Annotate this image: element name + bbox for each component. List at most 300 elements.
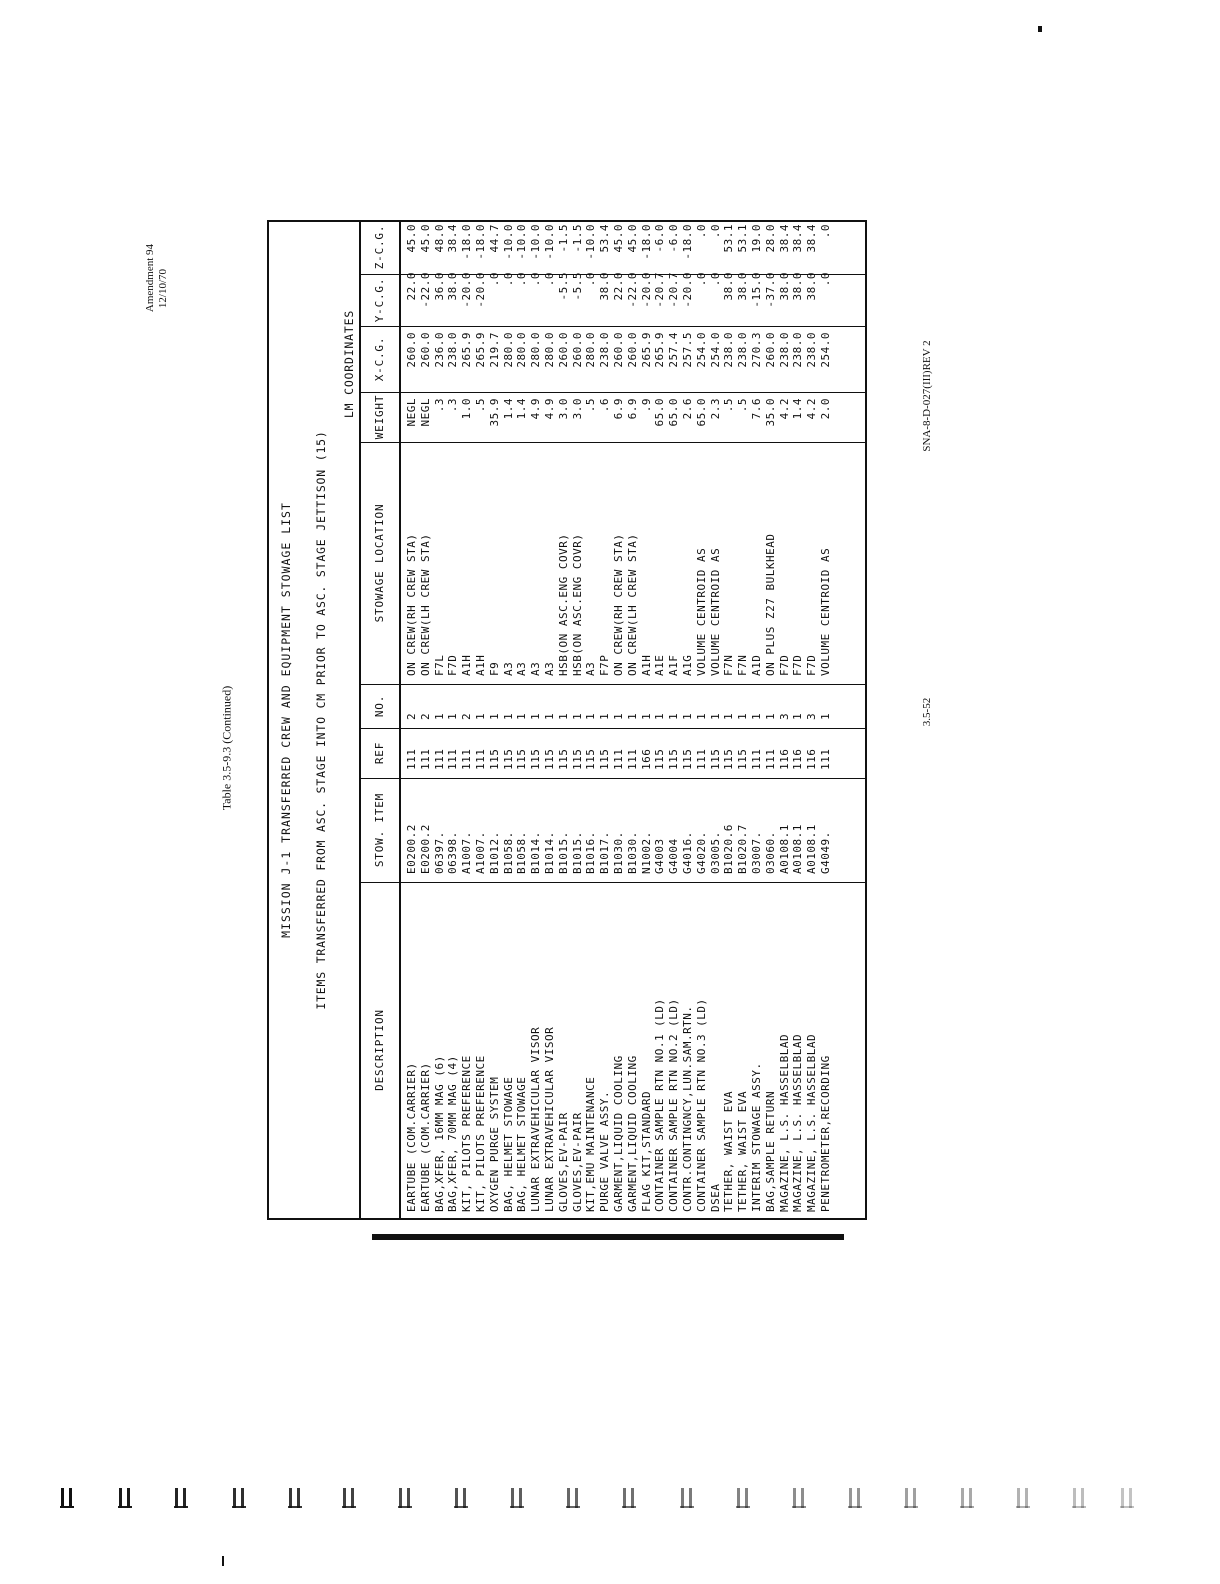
row-quantity: 1: [542, 712, 556, 720]
row-z-cg: -18.0: [460, 224, 474, 260]
table-row: [819, 222, 833, 1218]
row-ref: 115: [653, 748, 667, 770]
row-y-cg: -37.0: [763, 272, 777, 308]
row-stow-item: B1012.: [487, 831, 501, 874]
row-location: F7D: [446, 654, 460, 676]
row-description: PENETROMETER,RECORDING: [818, 1055, 832, 1212]
row-description: BAG,XFER, 70MM MAG (4): [446, 1055, 460, 1212]
row-stow-item: B1020.7: [736, 824, 750, 874]
table-row: [750, 222, 764, 1218]
row-weight: 4.2: [805, 398, 819, 420]
row-y-cg: 38.0: [777, 272, 791, 301]
row-stow-item: A0108.1: [791, 824, 805, 874]
table-row: [709, 222, 723, 1218]
table-row: [626, 222, 640, 1218]
row-y-cg: .0: [694, 272, 708, 287]
row-z-cg: -6.0: [653, 224, 667, 253]
row-description: MAGAZINE, L.S. HASSELBLAD: [791, 1033, 805, 1212]
amendment-label: Amendment 94: [144, 243, 156, 313]
row-description: LUNAR EXTRAVEHICULAR VISOR: [529, 1026, 543, 1212]
row-ref: 115: [722, 748, 736, 770]
row-z-cg: 48.0: [432, 224, 446, 253]
table-row: [695, 222, 709, 1218]
row-location: A1F: [667, 654, 681, 676]
row-stow-item: B1030.: [625, 831, 639, 874]
row-stow-item: G4016.: [680, 831, 694, 874]
registration-mark: [566, 1488, 580, 1508]
registration-mark: [960, 1488, 974, 1508]
table-row: [571, 222, 585, 1218]
row-location: A1G: [680, 654, 694, 676]
row-quantity: 1: [639, 712, 653, 720]
row-x-cg: 280.0: [529, 332, 543, 368]
row-ref: 115: [598, 748, 612, 770]
row-quantity: 1: [722, 712, 736, 720]
row-location: VOLUME CENTROID AS: [708, 547, 722, 676]
row-location: A1D: [749, 654, 763, 676]
row-ref: 115: [570, 748, 584, 770]
row-x-cg: 238.0: [791, 332, 805, 368]
row-y-cg: 38.0: [805, 272, 819, 301]
row-description: MAGAZINE, L.S. HASSELBLAD: [777, 1033, 791, 1212]
row-description: KIT, PILOTS PREFERENCE: [473, 1055, 487, 1212]
row-y-cg: .0: [584, 272, 598, 287]
row-y-cg: .0: [708, 272, 722, 287]
row-location: VOLUME CENTROID AS: [694, 547, 708, 676]
row-ref: 111: [625, 748, 639, 770]
row-quantity: 1: [667, 712, 681, 720]
row-quantity: 1: [625, 712, 639, 720]
row-z-cg: 45.0: [611, 224, 625, 253]
row-z-cg: -1.5: [556, 224, 570, 253]
row-location: F9: [487, 661, 501, 676]
row-location: F7L: [432, 654, 446, 676]
row-ref: 115: [529, 748, 543, 770]
row-ref: 166: [639, 748, 653, 770]
table-row: [722, 222, 736, 1218]
row-quantity: 2: [460, 712, 474, 720]
row-description: BAG,SAMPLE RETURN: [763, 1090, 777, 1212]
row-x-cg: 260.0: [763, 332, 777, 368]
row-y-cg: .0: [487, 272, 501, 287]
row-stow-item: A1007.: [473, 831, 487, 874]
table-row: [433, 222, 447, 1218]
registration-mark: [398, 1488, 412, 1508]
row-ref: 115: [736, 748, 750, 770]
row-location: ON CREW(RH CREW STA): [611, 533, 625, 676]
row-y-cg: 38.0: [446, 272, 460, 301]
row-ref: 116: [805, 748, 819, 770]
row-stow-item: 06397.: [432, 831, 446, 874]
row-description: FLAG KIT,STANDARD: [639, 1090, 653, 1212]
row-z-cg: 44.7: [487, 224, 501, 253]
registration-mark: [1016, 1488, 1030, 1508]
row-x-cg: 238.0: [722, 332, 736, 368]
row-description: CONTAINER SAMPLE RTN NO.1 (LD): [653, 998, 667, 1212]
row-weight: 6.9: [625, 398, 639, 420]
row-description: TETHER, WAIST EVA: [736, 1090, 750, 1212]
col-header-z-cg: Z-C.G.: [373, 224, 386, 270]
row-z-cg: 45.0: [405, 224, 418, 253]
row-z-cg: 19.0: [749, 224, 763, 253]
row-stow-item: G4003: [653, 838, 667, 874]
row-description: CONTAINER SAMPLE RTN NO.2 (LD): [667, 998, 681, 1212]
registration-mark: [510, 1488, 524, 1508]
row-y-cg: 38.0: [722, 272, 736, 301]
row-z-cg: 38.4: [791, 224, 805, 253]
row-description: CONTR.CONTINGNCY,LUN.SAM.RTN.: [680, 1005, 694, 1212]
row-z-cg: 38.4: [446, 224, 460, 253]
row-ref: 111: [446, 748, 460, 770]
row-stow-item: B1015.: [556, 831, 570, 874]
row-stow-item: G4049.: [818, 831, 832, 874]
row-ref: 115: [667, 748, 681, 770]
row-y-cg: 22.0: [611, 272, 625, 301]
row-stow-item: A1007.: [460, 831, 474, 874]
row-weight: 35.0: [763, 398, 777, 427]
table-row: [502, 222, 516, 1218]
row-x-cg: 254.0: [818, 332, 832, 368]
row-weight: 4.9: [542, 398, 556, 420]
row-quantity: 2: [418, 712, 432, 720]
row-ref: 111: [694, 748, 708, 770]
row-weight: .3: [432, 398, 446, 413]
row-x-cg: 280.0: [515, 332, 529, 368]
row-weight: .5: [736, 398, 750, 413]
row-ref: 115: [487, 748, 501, 770]
row-quantity: 1: [598, 712, 612, 720]
row-ref: 115: [556, 748, 570, 770]
row-weight: NEGL: [405, 398, 418, 427]
row-z-cg: -18.0: [680, 224, 694, 260]
row-weight: 3.0: [556, 398, 570, 420]
row-description: BAG,XFER, 16MM MAG (6): [432, 1055, 446, 1212]
row-z-cg: -10.0: [584, 224, 598, 260]
row-description: GLOVES,EV-PAIR: [556, 1112, 570, 1212]
row-weight: 2.3: [708, 398, 722, 420]
row-stow-item: 03005.: [708, 831, 722, 874]
row-location: F7N: [736, 654, 750, 676]
row-ref: 115: [515, 748, 529, 770]
stowage-table: [267, 220, 867, 1220]
row-location: F7D: [777, 654, 791, 676]
row-stow-item: B1014.: [542, 831, 556, 874]
row-description: GARMENT,LIQUID COOLING: [625, 1055, 639, 1212]
row-ref: 115: [501, 748, 515, 770]
row-description: BAG, HELMET STOWAGE: [515, 1076, 529, 1212]
row-location: ON PLUS Z27 BULKHEAD: [763, 533, 777, 676]
row-quantity: 1: [515, 712, 529, 720]
row-weight: .5: [584, 398, 598, 413]
row-ref: 111: [473, 748, 487, 770]
row-x-cg: 260.0: [405, 332, 418, 368]
row-ref: 111: [432, 748, 446, 770]
row-z-cg: -1.5: [570, 224, 584, 253]
row-x-cg: 238.0: [777, 332, 791, 368]
row-x-cg: 265.9: [639, 332, 653, 368]
row-ref: 111: [763, 748, 777, 770]
row-ref: 115: [542, 748, 556, 770]
header-row: [361, 222, 401, 1218]
row-description: GARMENT,LIQUID COOLING: [611, 1055, 625, 1212]
row-description: OXYGEN PURGE SYSTEM: [487, 1076, 501, 1212]
row-y-cg: -22.0: [625, 272, 639, 308]
row-weight: .5: [722, 398, 736, 413]
row-stow-item: E0200.2: [418, 824, 432, 874]
row-description: BAG, HELMET STOWAGE: [501, 1076, 515, 1212]
table-caption: Table 3.5-9.3 (Continued): [219, 685, 234, 811]
row-weight: 65.0: [667, 398, 681, 427]
row-description: MAGAZINE, L.S. HASSELBLAD: [805, 1033, 819, 1212]
row-description: INTERIM STOWAGE ASSY.: [749, 1062, 763, 1212]
row-quantity: 1: [653, 712, 667, 720]
registration-mark: [118, 1488, 132, 1508]
row-weight: .6: [598, 398, 612, 413]
lm-coordinates-label: LM COORDINATES: [342, 309, 356, 419]
table-row: [736, 222, 750, 1218]
row-stow-item: B1058.: [501, 831, 515, 874]
table-row: [584, 222, 598, 1218]
row-z-cg: -18.0: [473, 224, 487, 260]
row-quantity: 3: [805, 712, 819, 720]
row-stow-item: B1014.: [529, 831, 543, 874]
row-quantity: 1: [501, 712, 515, 720]
row-description: GLOVES,EV-PAIR: [570, 1112, 584, 1212]
row-location: VOLUME CENTROID AS: [818, 547, 832, 676]
row-z-cg: 53.1: [736, 224, 750, 253]
row-description: LUNAR EXTRAVEHICULAR VISOR: [542, 1026, 556, 1212]
row-y-cg: 22.0: [405, 272, 418, 301]
row-weight: 35.9: [487, 398, 501, 427]
row-y-cg: -22.0: [418, 272, 432, 308]
row-quantity: 1: [556, 712, 570, 720]
row-description: KIT,EMU MAINTENANCE: [584, 1076, 598, 1212]
row-ref: 115: [584, 748, 598, 770]
row-stow-item: E0200.2: [405, 824, 418, 874]
row-weight: 65.0: [694, 398, 708, 427]
row-y-cg: -20.0: [680, 272, 694, 308]
row-x-cg: 270.3: [749, 332, 763, 368]
row-description: TETHER, WAIST EVA: [722, 1090, 736, 1212]
table-row: [557, 222, 571, 1218]
table-row: [488, 222, 502, 1218]
row-y-cg: -5.5: [556, 272, 570, 301]
row-ref: 115: [680, 748, 694, 770]
row-z-cg: .0: [818, 224, 832, 239]
table-row: [805, 222, 819, 1218]
row-weight: 4.2: [777, 398, 791, 420]
row-quantity: 3: [777, 712, 791, 720]
row-weight: 6.9: [611, 398, 625, 420]
row-location: A3: [529, 661, 543, 676]
col-header-ref: REF: [373, 741, 386, 765]
row-y-cg: .0: [529, 272, 543, 287]
row-location: F7P: [598, 654, 612, 676]
row-x-cg: 257.5: [680, 332, 694, 368]
row-ref: 111: [611, 748, 625, 770]
row-x-cg: 260.0: [611, 332, 625, 368]
registration-mark: [60, 1488, 74, 1508]
row-quantity: 1: [473, 712, 487, 720]
row-y-cg: -20.7: [667, 272, 681, 308]
row-quantity: 1: [487, 712, 501, 720]
row-z-cg: -10.0: [515, 224, 529, 260]
row-z-cg: 38.4: [805, 224, 819, 253]
table-row: [653, 222, 667, 1218]
row-quantity: 1: [694, 712, 708, 720]
row-ref: 111: [749, 748, 763, 770]
registration-mark: [342, 1488, 356, 1508]
row-location: A3: [515, 661, 529, 676]
table-body: [405, 222, 833, 1218]
row-weight: .9: [639, 398, 653, 413]
row-x-cg: 238.0: [446, 332, 460, 368]
table-subtitle: ITEMS TRANSFERRED FROM ASC. STAGE INTO CM PRIOR TO ASC. STAGE JETTISON (15): [314, 430, 328, 1010]
row-stow-item: G4004: [667, 838, 681, 874]
registration-mark: [736, 1488, 750, 1508]
table-row: [612, 222, 626, 1218]
row-ref: 111: [460, 748, 474, 770]
row-quantity: 1: [432, 712, 446, 720]
table-row: [667, 222, 681, 1218]
row-x-cg: 280.0: [501, 332, 515, 368]
row-ref: 116: [791, 748, 805, 770]
row-weight: NEGL: [418, 398, 432, 427]
row-location: F7D: [805, 654, 819, 676]
row-location: ON CREW(LH CREW STA): [625, 533, 639, 676]
table-row: [764, 222, 778, 1218]
row-stow-item: B1016.: [584, 831, 598, 874]
row-location: A1H: [639, 654, 653, 676]
row-quantity: 1: [570, 712, 584, 720]
row-z-cg: -18.0: [639, 224, 653, 260]
registration-mark: [1120, 1488, 1134, 1508]
row-y-cg: .0: [818, 272, 832, 287]
row-description: EARTUBE (COM.CARRIER): [405, 1062, 418, 1212]
row-description: KIT, PILOTS PREFERENCE: [460, 1055, 474, 1212]
table-row: [529, 222, 543, 1218]
row-quantity: 2: [405, 712, 418, 720]
row-y-cg: 38.0: [736, 272, 750, 301]
table-row: [460, 222, 474, 1218]
row-location: ON CREW(RH CREW STA): [405, 533, 418, 676]
row-y-cg: 36.0: [432, 272, 446, 301]
row-ref: 111: [418, 748, 432, 770]
row-z-cg: -10.0: [501, 224, 515, 260]
row-y-cg: -5.5: [570, 272, 584, 301]
row-weight: 4.9: [529, 398, 543, 420]
row-quantity: 1: [708, 712, 722, 720]
row-weight: 2.6: [680, 398, 694, 420]
row-location: A1H: [460, 654, 474, 676]
row-z-cg: 45.0: [418, 224, 432, 253]
row-x-cg: 219.7: [487, 332, 501, 368]
row-stow-item: B1020.6: [722, 824, 736, 874]
row-x-cg: 260.0: [556, 332, 570, 368]
row-quantity: 1: [736, 712, 750, 720]
registration-mark: [904, 1488, 918, 1508]
row-y-cg: .0: [501, 272, 515, 287]
row-stow-item: N1002.: [639, 831, 653, 874]
row-stow-item: B1017.: [598, 831, 612, 874]
row-description: EARTUBE (COM.CARRIER): [418, 1062, 432, 1212]
registration-mark: [288, 1488, 302, 1508]
table-grid: [359, 222, 865, 1218]
row-stow-item: B1058.: [515, 831, 529, 874]
row-y-cg: -15.0: [749, 272, 763, 308]
row-weight: 1.4: [791, 398, 805, 420]
registration-mark: [232, 1488, 246, 1508]
row-location: A3: [542, 661, 556, 676]
row-x-cg: 265.9: [653, 332, 667, 368]
row-quantity: 1: [763, 712, 777, 720]
row-z-cg: -6.0: [667, 224, 681, 253]
row-ref: 115: [708, 748, 722, 770]
row-z-cg: 28.0: [763, 224, 777, 253]
row-z-cg: 53.4: [598, 224, 612, 253]
row-description: DSEA: [708, 1183, 722, 1212]
row-x-cg: 265.9: [473, 332, 487, 368]
row-stow-item: A0108.1: [805, 824, 819, 874]
row-location: F7D: [791, 654, 805, 676]
row-weight: 65.0: [653, 398, 667, 427]
row-ref: 111: [818, 748, 832, 770]
row-z-cg: .0: [694, 224, 708, 239]
table-row: [778, 222, 792, 1218]
row-stow-item: B1015.: [570, 831, 584, 874]
col-header-x-cg: X-C.G.: [373, 336, 386, 382]
table-row: [515, 222, 529, 1218]
row-y-cg: -20.7: [653, 272, 667, 308]
row-x-cg: 236.0: [432, 332, 446, 368]
document-id: SNA-8-D-027(III)REV 2: [921, 340, 933, 452]
table-row: [446, 222, 460, 1218]
row-stow-item: 06398.: [446, 831, 460, 874]
scan-speck-bottom: [222, 1556, 224, 1566]
row-y-cg: -20.0: [460, 272, 474, 308]
row-weight: 1.0: [460, 398, 474, 420]
row-quantity: 1: [680, 712, 694, 720]
col-header-y-cg: Y-C.G.: [373, 277, 386, 323]
table-row: [405, 222, 419, 1218]
table-row: [791, 222, 805, 1218]
row-stow-item: 03007.: [749, 831, 763, 874]
row-weight: 7.6: [749, 398, 763, 420]
row-x-cg: 265.9: [460, 332, 474, 368]
scan-registration-marks: [60, 1488, 1160, 1512]
table-row: [681, 222, 695, 1218]
row-z-cg: 38.4: [777, 224, 791, 253]
row-stow-item: G4020.: [694, 831, 708, 874]
row-z-cg: 53.1: [722, 224, 736, 253]
registration-mark: [454, 1488, 468, 1508]
registration-mark: [848, 1488, 862, 1508]
row-quantity: 1: [749, 712, 763, 720]
table-title: MISSION J-1 TRANSFERRED CREW AND EQUIPMENT STOWAGE LIST: [279, 502, 293, 938]
table-row: [543, 222, 557, 1218]
row-location: A3: [501, 661, 515, 676]
row-ref: 116: [777, 748, 791, 770]
row-weight: .3: [446, 398, 460, 413]
row-x-cg: 280.0: [584, 332, 598, 368]
row-location: HSB(ON ASC.ENG COVR): [556, 533, 570, 676]
row-weight: 1.4: [501, 398, 515, 420]
col-header-stow-item: STOW. ITEM: [373, 792, 386, 868]
row-x-cg: 238.0: [736, 332, 750, 368]
row-stow-item: 03060.: [763, 831, 777, 874]
row-location: HSB(ON ASC.ENG COVR): [570, 533, 584, 676]
row-quantity: 1: [584, 712, 598, 720]
